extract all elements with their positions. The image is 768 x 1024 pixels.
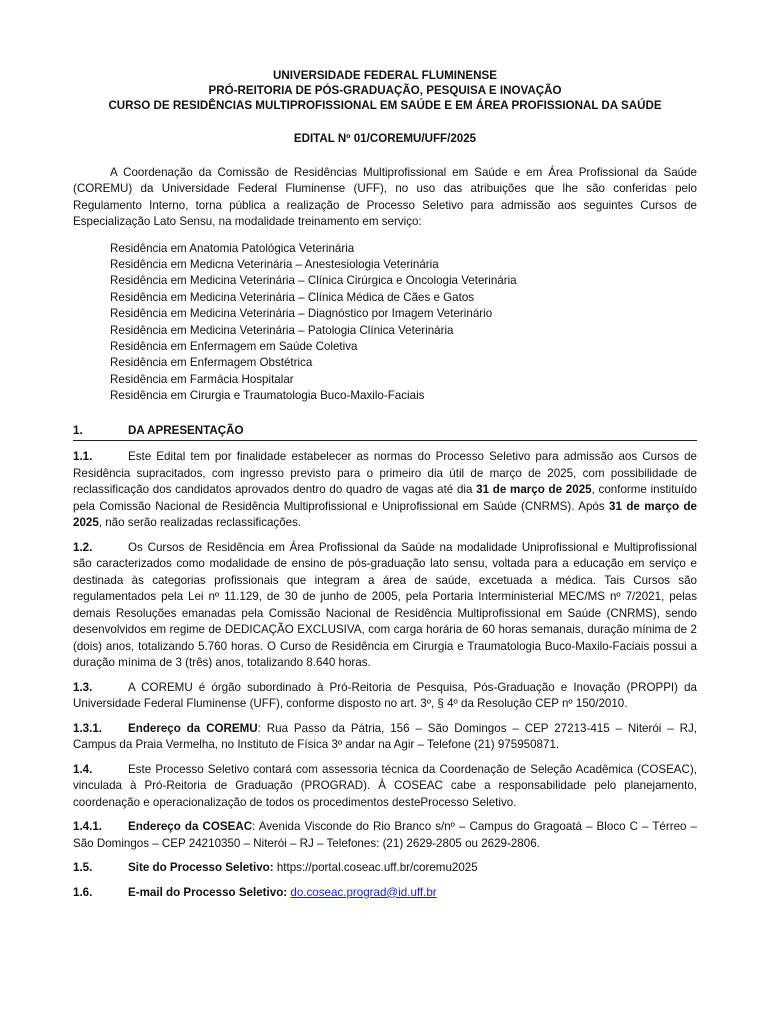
item-1-3 [73, 680, 697, 713]
item-1-4 [73, 762, 697, 812]
list-item: Residência em Anatomia Patológica Veterinária [110, 241, 355, 255]
list-item: Residência em Medicina Veterinária – Diagnóstico por Imagem Veterinário [110, 307, 493, 321]
intro-paragraph: A Coordenação da Comissão de Residências Multiprofissional em Saúde e em Área Profissional da Saúde (COREMU) da Universidade Federal Fluminense (UFF), no uso das atribuições que lhe são conferidas pelo Regulamento Interno, torna pública a realização de Processo Seletivo para admissão aos seguintes Cursos de Especialização Lato Sensu, na modalidade treinamento em serviço: [73, 165, 697, 228]
list-item: Residência em Cirurgia e Traumatologia Buco-Maxilo-Faciais [110, 389, 425, 403]
list-item: Residência em Medicina Veterinária – Clínica Cirúrgica e Oncologia Veterinária [110, 274, 517, 288]
site-url: https://portal.coseac.uff.br/coremu2025 [273, 861, 478, 875]
item-text: Os Cursos de Residência em Área Profissional da Saúde na modalidade Uniprofissional e Multiprofissional são caracterizados como modalidade de ensino de pós-graduação lato sensu, voltada para a educação em serviço e destinada às categorias profissionais que integram a área de saúde, excetuada a médica. Tais Cursos são regulamentados pela Lei nº 11.129, de 30 de junho de 2005, pela Portaria Interministerial MEC/MS nº 7/2021, pelas demais Resoluções emanadas pela Comissão Nacional de Residência Multiprofissional em Saúde (CNRMS), sendo desenvolvidos em regime de DEDICAÇÃO EXCLUSIVA, com carga horária de 60 horas semanais, duração mínima de 2 (dois) anos, totalizando 5.760 horas. O Curso de Residência em Cirurgia e Traumatologia Buco-Maxilo-Faciais possui a duração mínima de 3 (três) anos, totalizando 8.640 horas. [73, 540, 697, 670]
item-text: : Rua Passo da Pátria, 156 – São Domingos – CEP 27213-415 – Niterói – RJ, Campus da Praia Vermelha, no Instituto de Física 3º andar na Agir – Telefone (21) 975950871. [73, 721, 697, 752]
item-label: Endereço da COSEAC [128, 820, 253, 834]
item-text: Este Edital tem por finalidade estabelecer as normas do Processo Seletivo para admissão aos Cursos de Residência supracitados, com ingresso previsto para o primeiro dia útil de março de 2025, com possibilidade de reclassificação dos candidatos aprovados dentro do quadro de vagas até dia [73, 450, 697, 497]
item-1-4-1 [73, 819, 697, 852]
item-label: E-mail do Processo Seletivo: [128, 885, 288, 899]
document-header [73, 68, 697, 113]
item-text: Este Processo Seletivo contará com assessoria técnica da Coordenação de Seleção Acadêmica (COSEAC), vinculada à Pró-Reitoria de Graduação (PROGRAD). À COSEAC cabe a responsabilidade pelo planejamento, coordenação e operacionalização de todos os procedimentos desteProcesso Seletivo. [73, 762, 697, 809]
item-label: Site do Processo Seletivo: [128, 861, 274, 875]
item-number: 1.1. [73, 450, 93, 464]
list-item: Residência em Enfermagem Obstétrica [110, 356, 313, 370]
item-number: 1.4. [73, 762, 93, 776]
item-text: , conforme instituído pela Comissão Nacional de Residência Multiprofissional e Uniprofissional em Saúde (CNRMS). Após [73, 483, 698, 513]
section-heading [73, 423, 697, 442]
item-text: : Avenida Visconde do Rio Branco s/nº – Campus do Gragoatá – Bloco C – Térreo – São Domingos – CEP 24210350 – Niterói – RJ – Telefones: (21) 2629-2805 ou 2629-2806. [73, 820, 697, 850]
list-item: Residência em Medicina Veterinária – Clínica Médica de Cães e Gatos [110, 290, 475, 304]
edital-title: EDITAL Nº 01/COREMU/UFF/2025 [293, 132, 477, 145]
course-list [110, 241, 697, 405]
item-emphasis: 31 de março de 2025 [73, 499, 697, 530]
item-1-2 [73, 540, 697, 672]
list-item: Residência em Farmácia Hospitalar [110, 372, 294, 386]
item-label: Endereço da COREMU [128, 721, 258, 735]
item-number: 1.5. [73, 861, 93, 875]
item-number: 1.3.1. [73, 721, 103, 735]
header-university: UNIVERSIDADE FEDERAL FLUMINENSE [273, 69, 497, 82]
item-number: 1.3. [73, 680, 93, 694]
email-link[interactable]: do.coseac.prograd@id.uff.br [290, 885, 437, 899]
item-text: A COREMU é órgão subordinado à Pró-Reitoria de Pesquisa, Pós-Graduação e Inovação (PROPPI) da Universidade Federal Fluminense (UFF), conforme disposto no art. 3º, § 4º da Resolução CEP nº 150/2010. [73, 680, 697, 711]
item-number: 1.2. [73, 540, 93, 554]
list-item: Residência em Enfermagem em Saúde Coletiva [110, 339, 358, 353]
header-course: CURSO DE RESIDÊNCIAS MULTIPROFISSIONAL EM SAÚDE E EM ÁREA PROFISSIONAL DA SAÚDE [108, 99, 662, 112]
section-title-text: DA APRESENTAÇÃO [128, 423, 244, 437]
item-1-6 [73, 885, 697, 902]
item-text: , não serão realizadas reclassificações. [98, 516, 302, 530]
item-number: 1.4.1. [73, 820, 103, 834]
header-pro-reitoria: PRÓ-REITORIA DE PÓS-GRADUAÇÃO, PESQUISA E INOVAÇÃO [208, 84, 562, 97]
list-item: Residência em Medicna Veterinária – Anestesiologia Veterinária [110, 257, 439, 271]
document-content [73, 68, 697, 901]
item-number: 1.6. [73, 885, 93, 899]
section-number: 1. [73, 423, 83, 437]
item-1-3-1 [73, 721, 697, 754]
list-item: Residência em Medicina Veterinária – Patologia Clínica Veterinária [110, 323, 454, 337]
item-1-5 [73, 860, 697, 877]
item-emphasis: 31 de março de 2025 [476, 483, 592, 497]
item-1-1 [73, 449, 697, 532]
